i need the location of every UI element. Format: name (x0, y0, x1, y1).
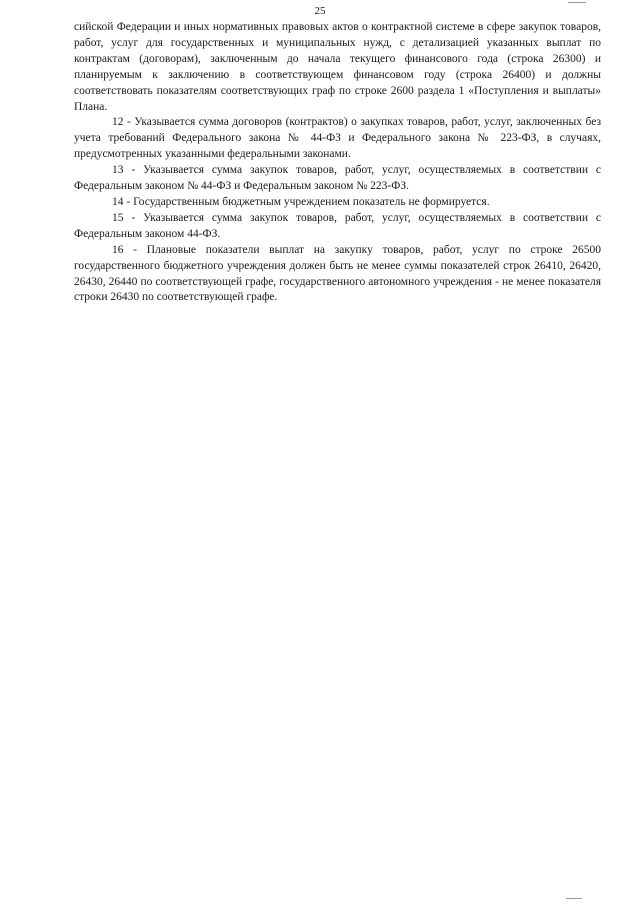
paragraph-continuation: сийской Федерации и иных нормативных правовых актов о контрактной системе в сфере закупок товаров, работ, услуг для государственных и муниципальных нужд, с детализацией указанных выплат по контрактам (договорам), заключенным до начала текущего финансового года (строка 26300) и планируемым к заключению в соответствующем финансовом году (строка 26400) и должны соответствовать показателям соответствующих граф по строке 2600 раздела 1 «Поступления и выплаты» Плана. (74, 21, 601, 113)
scan-artifact-bottom-right (566, 898, 582, 899)
footnote-16: 16 - Плановые показатели выплат на закупку товаров, работ, услуг по строке 26500 государственного бюджетного учреждения должен быть не менее суммы показателей строк 26410, 26420, 26430, 26440 по соответствующей графе, государственного автономного учреждения - не менее показателя строки 26430 по соответствующей графе. (74, 243, 601, 304)
document-body (74, 20, 601, 306)
scan-artifact-top-right (568, 2, 586, 3)
footnote-12: 12 - Указывается сумма договоров (контрактов) о закупках товаров, работ, услуг, заключенных без учета требований Федерального закона № 44-ФЗ и Федерального закона № 223-ФЗ, в случаях, предусмотренных указанными федеральными законами. (74, 116, 601, 161)
footnote-14: 14 - Государственным бюджетным учреждением показатель не формируется. (112, 195, 490, 208)
page-number: 25 (314, 5, 326, 17)
footnote-15: 15 - Указывается сумма закупок товаров, работ, услуг, осуществляемых в соответствии с Федеральным законом 44-ФЗ. (74, 211, 601, 240)
footnote-13: 13 - Указывается сумма закупок товаров, работ, услуг, осуществляемых в соответствии с Федеральным законом № 44-ФЗ и Федеральным законом № 223-ФЗ. (74, 164, 601, 193)
